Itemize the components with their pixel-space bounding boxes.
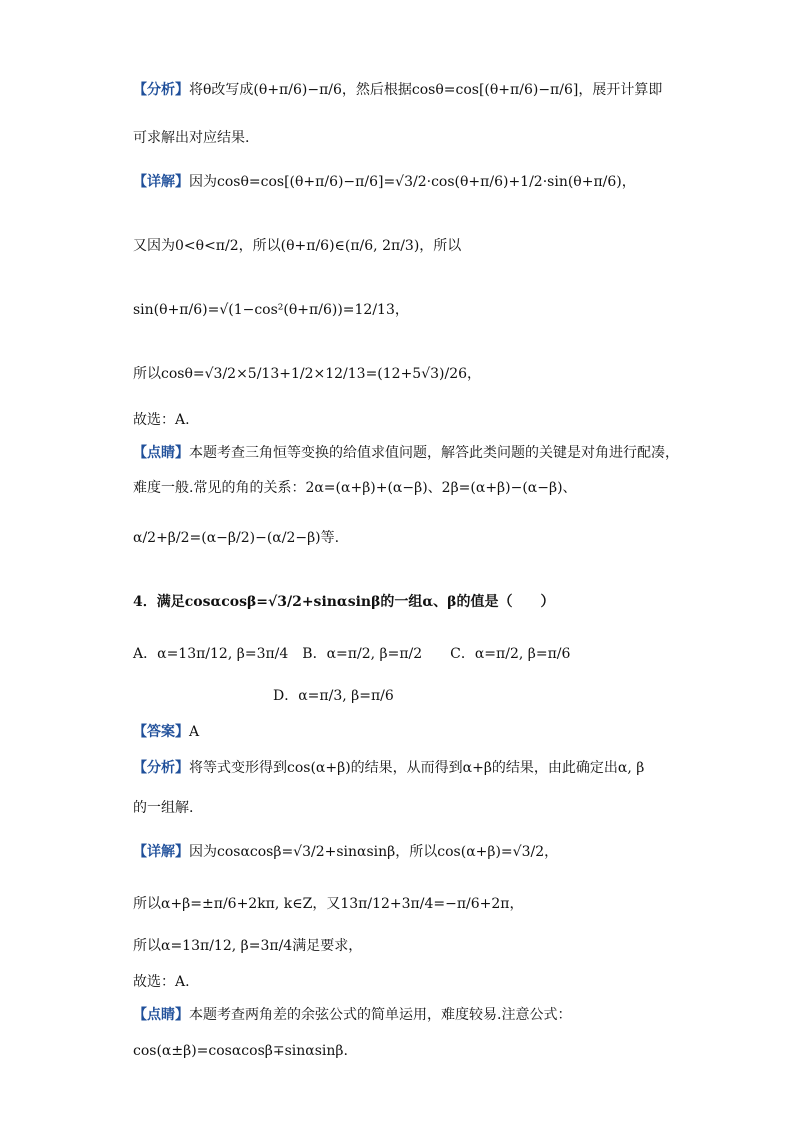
line-text: 所以α+β=±π/6+2kπ, k∈Z，又13π/12+3π/4=−π/6+2π， [133, 896, 524, 912]
section-tag: 【答案】 [133, 724, 189, 740]
line-text: 所以cosθ=√3/2×5/13+1/2×12/13=(12+5√3)/26， [133, 366, 482, 382]
text-line [133, 722, 199, 742]
line-text: 故选：A. [133, 974, 190, 990]
text-line [133, 80, 662, 100]
line-text: 将θ改写成(θ+π/6)−π/6，然后根据cosθ=cos[(θ+π/6)−π/6]，展开计算即 [189, 82, 663, 98]
text-line [133, 842, 558, 862]
section-tag: 【详解】 [133, 174, 189, 190]
text-line [133, 592, 554, 612]
section-tag: 【分析】 [133, 82, 189, 98]
section-tag: 【详解】 [133, 844, 189, 860]
text-line [133, 478, 577, 498]
text-line [133, 972, 190, 992]
text-line [133, 364, 481, 384]
line-text: cos(α±β)=cosαcosβ∓sinαsinβ. [133, 1043, 348, 1059]
line-text: sin(θ+π/6)=√(1−cos²(θ+π/6))=12/13， [133, 302, 409, 318]
line-text: 因为cosθ=cos[(θ+π/6)−π/6]=√3/2·cos(θ+π/6)+1/2·sin(θ+π/6)， [189, 174, 636, 190]
text-line [133, 300, 409, 320]
section-tag: 【点睛】 [133, 1007, 189, 1023]
line-text: 难度一般.常见的角的关系：2α=(α+β)+(α−β)、2β=(α+β)−(α−β)、 [133, 480, 577, 496]
text-line [133, 798, 193, 818]
text-line [133, 686, 394, 706]
text-line [133, 443, 679, 463]
line-text: 将等式变形得到cos(α+β)的结果，从而得到α+β的结果，由此确定出α, β [189, 760, 645, 776]
text-line [133, 758, 644, 778]
line-text: 因为cosαcosβ=√3/2+sinαsinβ，所以cos(α+β)=√3/2， [189, 844, 559, 860]
line-text: 故选：A. [133, 412, 190, 428]
line-text: 所以α=13π/12, β=3π/4满足要求， [133, 938, 363, 954]
line-text: α/2+β/2=(α−β/2)−(α/2−β)等. [133, 530, 340, 546]
line-text: A．α=13π/12, β=3π/4 B．α=π/2, β=π/2 C．α=π/2, β=π/6 [133, 646, 571, 662]
line-text: 本题考查两角差的余弦公式的简单运用，难度较易.注意公式： [189, 1007, 572, 1023]
line-text: 又因为0<θ<π/2，所以(θ+π/6)∈(π/6, 2π/3)，所以 [133, 238, 462, 254]
text-line [133, 644, 570, 664]
text-line [133, 410, 190, 430]
line-text: 4．满足cosαcosβ=√3/2+sinαsinβ的一组α、β的值是（ ） [133, 594, 555, 610]
line-text: 的一组解. [133, 800, 194, 816]
text-line [133, 128, 249, 148]
line-text: D．α=π/3, β=π/6 [133, 688, 394, 704]
line-text: 可求解出对应结果. [133, 130, 250, 146]
text-line [133, 1005, 571, 1025]
text-line [133, 894, 524, 914]
text-line [133, 1041, 348, 1061]
text-line [133, 936, 362, 956]
line-text: 本题考查三角恒等变换的给值求值问题，解答此类问题的关键是对角进行配凑， [189, 445, 679, 461]
text-line [133, 528, 339, 548]
section-tag: 【分析】 [133, 760, 189, 776]
section-tag: 【点睛】 [133, 445, 189, 461]
text-line [133, 236, 461, 256]
text-line [133, 172, 636, 192]
line-text: A [189, 724, 200, 740]
